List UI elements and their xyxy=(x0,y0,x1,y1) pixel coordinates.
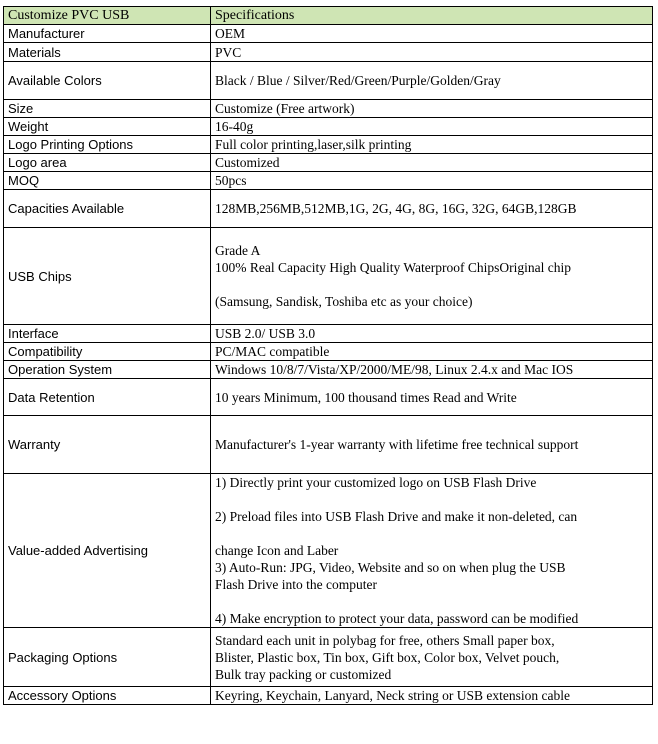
row-label: Data Retention xyxy=(4,379,211,416)
row-label: MOQ xyxy=(4,172,211,190)
table-row xyxy=(4,416,653,474)
header-product: Customize PVC USB xyxy=(4,7,211,25)
table-row xyxy=(4,118,653,136)
row-label: Materials xyxy=(4,43,211,62)
row-label: Compatibility xyxy=(4,343,211,361)
value-line: 50pcs xyxy=(215,173,247,188)
value-line xyxy=(215,593,648,610)
row-label: Available Colors xyxy=(4,62,211,100)
row-value xyxy=(211,628,653,687)
value-line: change Icon and Laber xyxy=(215,543,339,558)
row-value xyxy=(211,100,653,118)
value-line: 4) Make encryption to protect your data, password can be modified xyxy=(215,611,579,626)
row-label: Manufacturer xyxy=(4,25,211,43)
row-label: Value-added Advertising xyxy=(4,474,211,628)
value-line xyxy=(215,491,648,508)
row-label: Interface xyxy=(4,325,211,343)
value-line: Bulk tray packing or customized xyxy=(215,666,392,682)
table-row xyxy=(4,325,653,343)
value-line xyxy=(215,276,648,293)
spec-table xyxy=(3,6,653,705)
table-row xyxy=(4,687,653,705)
value-line: Flash Drive into the computer xyxy=(215,577,377,592)
row-value xyxy=(211,343,653,361)
value-line: PC/MAC compatible xyxy=(215,344,330,359)
row-label: Logo area xyxy=(4,154,211,172)
value-line: Manufacturer's 1-year warranty with lifetime free technical support xyxy=(215,437,579,452)
value-line: 3) Auto-Run: JPG, Video, Website and so on when plug the USB xyxy=(215,560,566,575)
row-label: Capacities Available xyxy=(4,190,211,228)
row-label: Size xyxy=(4,100,211,118)
row-label: Packaging Options xyxy=(4,628,211,687)
value-line: Standard each unit in polybag for free, others Small paper box, xyxy=(215,632,555,648)
row-value xyxy=(211,43,653,62)
row-value xyxy=(211,25,653,43)
row-value xyxy=(211,118,653,136)
row-value xyxy=(211,172,653,190)
value-line: Customized xyxy=(215,155,280,170)
table-row xyxy=(4,379,653,416)
table-row xyxy=(4,474,653,628)
table-row xyxy=(4,25,653,43)
row-value xyxy=(211,416,653,474)
row-value xyxy=(211,687,653,705)
table-row xyxy=(4,62,653,100)
value-line: Grade A xyxy=(215,243,261,258)
header-specifications: Specifications xyxy=(211,7,653,25)
row-value xyxy=(211,379,653,416)
value-line: PVC xyxy=(215,44,242,60)
row-value xyxy=(211,474,653,628)
value-line: (Samsung, Sandisk, Toshiba etc as your choice) xyxy=(215,294,473,309)
row-value xyxy=(211,228,653,325)
row-value xyxy=(211,190,653,228)
row-value xyxy=(211,325,653,343)
row-label: Warranty xyxy=(4,416,211,474)
table-row xyxy=(4,172,653,190)
row-label: Weight xyxy=(4,118,211,136)
value-line: Full color printing,laser,silk printing xyxy=(215,137,412,152)
row-label: Operation System xyxy=(4,361,211,379)
value-line: USB 2.0/ USB 3.0 xyxy=(215,326,316,341)
value-line: 16-40g xyxy=(215,119,254,134)
value-line xyxy=(215,525,648,542)
row-label: Logo Printing Options xyxy=(4,136,211,154)
table-row xyxy=(4,228,653,325)
value-line: 2) Preload files into USB Flash Drive and make it non-deleted, can xyxy=(215,509,578,524)
table-row xyxy=(4,343,653,361)
row-label: USB Chips xyxy=(4,228,211,325)
header-row xyxy=(4,7,653,25)
value-line: Windows 10/8/7/Vista/XP/2000/ME/98, Linux 2.4.x and Mac IOS xyxy=(215,362,574,377)
row-value xyxy=(211,154,653,172)
value-line: Customize (Free artwork) xyxy=(215,101,355,116)
table-row xyxy=(4,100,653,118)
table-row xyxy=(4,43,653,62)
value-line: Keyring, Keychain, Lanyard, Neck string or USB extension cable xyxy=(215,688,571,703)
table-row xyxy=(4,136,653,154)
value-line: Blister, Plastic box, Tin box, Gift box, Color box, Velvet pouch, xyxy=(215,649,560,665)
spec-table-body xyxy=(4,7,653,705)
row-label: Accessory Options xyxy=(4,687,211,705)
value-line: 1) Directly print your customized logo on USB Flash Drive xyxy=(215,475,537,490)
table-row xyxy=(4,361,653,379)
row-value xyxy=(211,62,653,100)
value-line: 100% Real Capacity High Quality Waterproof ChipsOriginal chip xyxy=(215,260,571,275)
row-value xyxy=(211,361,653,379)
value-line: 10 years Minimum, 100 thousand times Read and Write xyxy=(215,389,517,405)
row-value xyxy=(211,136,653,154)
table-row xyxy=(4,190,653,228)
table-row xyxy=(4,154,653,172)
value-line: Black / Blue / Silver/Red/Green/Purple/Golden/Gray xyxy=(215,73,501,88)
value-line: 128MB,256MB,512MB,1G, 2G, 4G, 8G, 16G, 32G, 64GB,128GB xyxy=(215,201,577,216)
value-line: OEM xyxy=(215,26,245,41)
table-row xyxy=(4,628,653,687)
